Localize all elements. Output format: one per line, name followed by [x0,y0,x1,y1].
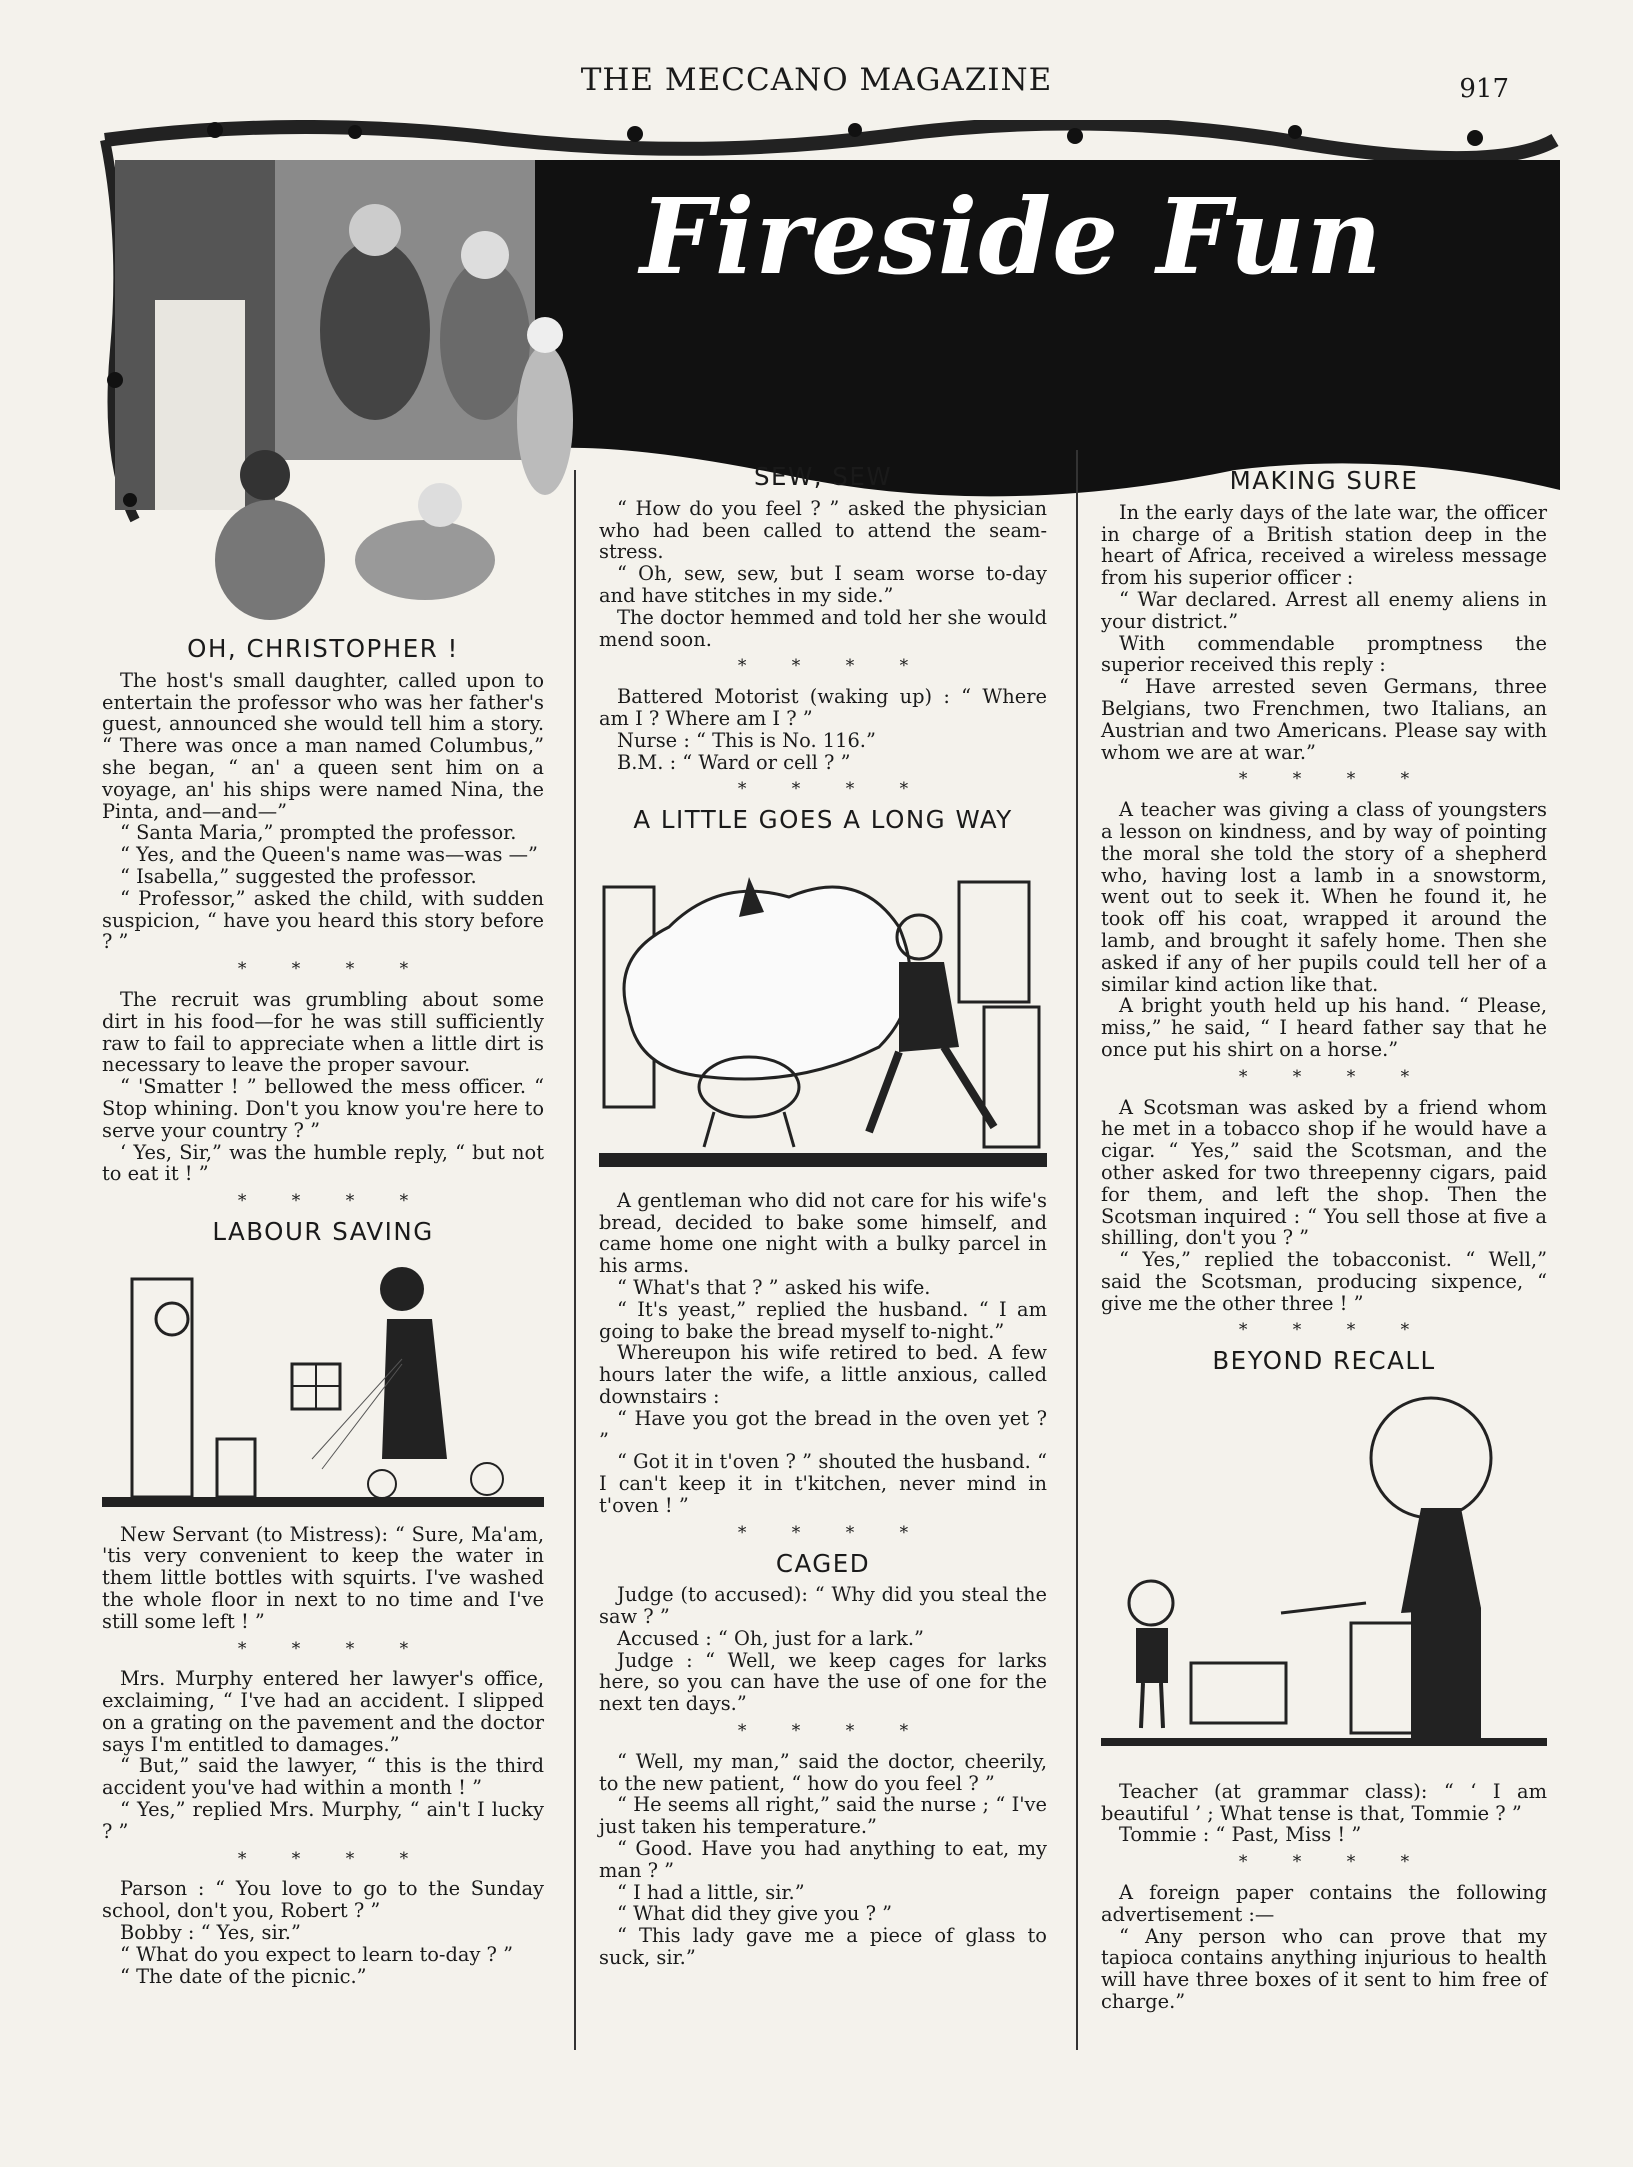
paragraph: ‘ Yes, Sir,” was the humble reply, “ but not to eat it ! ” [102,1140,544,1186]
paragraph: “ This lady gave me a piece of glass to suck, sir.” [599,1924,1047,1970]
paragraph: Whereupon his wife retired to bed. A few hours later the wife, a little anxious, called downstairs : [599,1341,1047,1408]
column-right [1101,464,1547,2013]
paragraph: Judge (to accused): “ Why did you steal the saw ? ” [599,1583,1047,1629]
column-left [102,624,544,1987]
paragraph: “ But,” said the lawyer, “ this is the third accident you've had within a month ! ” [102,1754,544,1800]
paragraph: With commendable promptness the superior received this reply : [1101,631,1547,677]
paragraph: A foreign paper contains the following advertisement :— [1101,1881,1547,1926]
paragraph: A Scotsman was asked by a friend whom he met in a tobacco shop if he would have a cigar. “ Yes,” said the Scotsman, and the other asked for two threepenny cigars, paid for them, and left the shop. Then the Scotsman inquired : “ You sell those at five a shilling, don't you ? ” [1101,1095,1547,1250]
section-stars: * * * * [1238,1320,1430,1341]
paragraph: “ Got it in t'oven ? ” shouted the husband. “ I can't keep it in t'kitchen, never mind in t'oven ! ” [599,1450,1047,1517]
paragraph: Judge : “ Well, we keep cages for larks here, so you can have the use of one for the next ten days.” [599,1648,1047,1716]
paragraph: “ He seems all right,” said the nurse ; “ I've just taken his temperature.” [599,1793,1047,1839]
paragraph: “ What did they give you ? ” [617,1902,893,1926]
paragraph: “ Oh, sew, sew, but I seam worse to-day and have stitches in my side.” [599,562,1047,607]
paragraph: “ Yes, and the Queen's name was—was —” [120,843,538,867]
paragraph: “ Good. Have you had anything to eat, my man ? ” [599,1837,1047,1882]
column-rule [574,470,576,2050]
section-stars: * * * * [737,656,929,677]
paragraph: “ Isabella,” suggested the professor. [120,864,477,888]
section-stars: * * * * [737,779,929,800]
paragraph: Bobby : “ Yes, sir.” [120,1921,301,1945]
paragraph: New Servant (to Mistress): “ Sure, Ma'am, 'tis very convenient to keep the water in them little bottles with squirts. I've washed the whole floor in next to no time and I've still some left ! ” [102,1522,544,1633]
page-number: 917 [1459,74,1509,104]
paragraph: Accused : “ Oh, just for a lark.” [617,1626,924,1650]
heading-making-sure: MAKING SURE [1229,466,1419,495]
section-stars: * * * * [1238,1852,1430,1873]
heading-sew-sew: SEW, SEW [753,462,893,491]
heading-beyond-recall: BEYOND RECALL [1212,1346,1436,1376]
section-stars: * * * * [237,1638,429,1659]
paragraph: The doctor hemmed and told her she would mend soon. [599,605,1047,651]
paragraph: B.M. : “ Ward or cell ? ” [617,750,851,774]
paragraph: “ Well, my man,” said the doctor, cheerily, to the new patient, “ how do you feel ? ” [599,1749,1047,1795]
section-stars: * * * * [737,1522,929,1543]
paragraph: Battered Motorist (waking up) : “ Where am I ? Where am I ? ” [599,685,1047,730]
paragraph: A gentleman who did not care for his wife's bread, decided to bake some himself, and came home one night with a bulky parcel in his arms. [599,1188,1047,1278]
paragraph: Tommie : “ Past, Miss ! ” [1119,1823,1362,1847]
paragraph: The host's small daughter, called upon to entertain the professor who was her father's guest, announced she would tell him a story. “ There was once a man named Columbus,” she began, “ an' a queen sent him on a voyage, an' his ships were named Nina, the Pinta, and—and—” [102,668,544,823]
paragraph: Mrs. Murphy entered her lawyer's office, exclaiming, “ I've had an accident. I slipped on a grating on the pavement and the doctor says I'm entitled to damages.” [102,1667,544,1756]
section-stars: * * * * [237,1191,429,1212]
paragraph: A bright youth held up his hand. “ Please, miss,” he said, “ I heard father say that he once put his shirt on a horse.” [1101,994,1547,1061]
paragraph: Parson : “ You love to go to the Sunday school, don't you, Robert ? ” [102,1877,544,1923]
paragraph: “ War declared. Arrest all enemy aliens in your district.” [1101,587,1547,633]
paragraph: “ 'Smatter ! ” bellowed the mess officer. “ Stop whining. Don't you know you're here to serve your country ? ” [102,1075,544,1142]
paragraph: “ Have you got the bread in the oven yet ? ” [599,1406,1047,1452]
child-figure [517,345,573,495]
boy-figure [215,500,325,620]
paragraph: “ What do you expect to learn to-day ? ” [120,1942,514,1966]
paragraph: A teacher was giving a class of youngsters a lesson on kindness, and by way of pointing the moral she told the story of a shepherd who, having lost a lamb in a snowstorm, went out to seek it. When he found it, he took off his coat, wrapped it around the lamb, and brought it safely home. Then she asked if any of her pupils could tell her of a similar kind action like that. [1101,798,1547,996]
section-stars: * * * * [237,959,429,980]
labour-saving-illustration [102,1259,544,1511]
paragraph: “ Santa Maria,” prompted the professor. [120,821,517,845]
section-stars: * * * * [1238,1066,1430,1087]
column-rule [1076,450,1078,2050]
girl-figure [355,520,495,600]
paragraph: “ The date of the picnic.” [120,1964,367,1988]
paragraph: “ Yes,” replied Mrs. Murphy, “ ain't I lucky ? ” [102,1798,544,1843]
section-stars: * * * * [737,1721,929,1742]
father-figure [320,240,430,420]
heading-oh-christopher: OH, CHRISTOPHER ! [187,634,459,663]
paragraph: “ I had a little, sir.” [617,1880,805,1904]
paragraph: The recruit was grumbling about some dirt in his food—for he was still sufficiently raw to fail to appreciate when a little dirt is necessary to leave the proper savour. [102,987,544,1077]
paragraph: Teacher (at grammar class): “ ‘ I am beautiful ’ ; What tense is that, Tommie ? ” [1101,1779,1547,1825]
paragraph: “ Have arrested seven Germans, three Belgians, two Frenchmen, two Italians, an Austrian and two Americans. Please say with whom we are at war.” [1101,675,1547,764]
paragraph: In the early days of the late war, the officer in charge of a British station deep in the heart of Africa, received a wireless message from his superior officer : [1101,500,1547,590]
paragraph: “ Professor,” asked the child, with sudden suspicion, “ have you heard this story before ? ” [102,886,544,954]
heading-labour-saving: LABOUR SAVING [212,1216,434,1246]
paragraph: Nurse : “ This is No. 116.” [617,728,876,752]
heading-caged: CAGED [775,1548,871,1578]
paragraph: “ It's yeast,” replied the husband. “ I am going to bake the bread myself to-night.” [599,1297,1047,1343]
banner-title: Fireside Fun [640,175,1383,298]
holly-garland [105,124,1555,158]
classroom-illustration [1101,1388,1547,1768]
paragraph: “ How do you feel ? ” asked the physician who had been called to attend the seam-stress. [599,496,1047,564]
section-stars: * * * * [237,1848,429,1869]
paragraph: “ Any person who can prove that my tapioca contains anything injurious to health will have three boxes of it sent to him free of charge.” [1101,1924,1547,2014]
paragraph: “ What's that ? ” asked his wife. [617,1275,931,1299]
column-middle [599,460,1047,1969]
heading-little-goes-long-way: A LITTLE GOES A LONG WAY [633,805,1013,835]
paragraph: “ Yes,” replied the tobacconist. “ Well,” said the Scotsman, producing sixpence, “ give me the other three ! ” [1101,1248,1547,1315]
section-stars: * * * * [1238,769,1430,790]
yeast-illustration [599,847,1047,1177]
running-head: THE MECCANO MAGAZINE [580,62,1053,98]
mother-figure [440,260,530,420]
